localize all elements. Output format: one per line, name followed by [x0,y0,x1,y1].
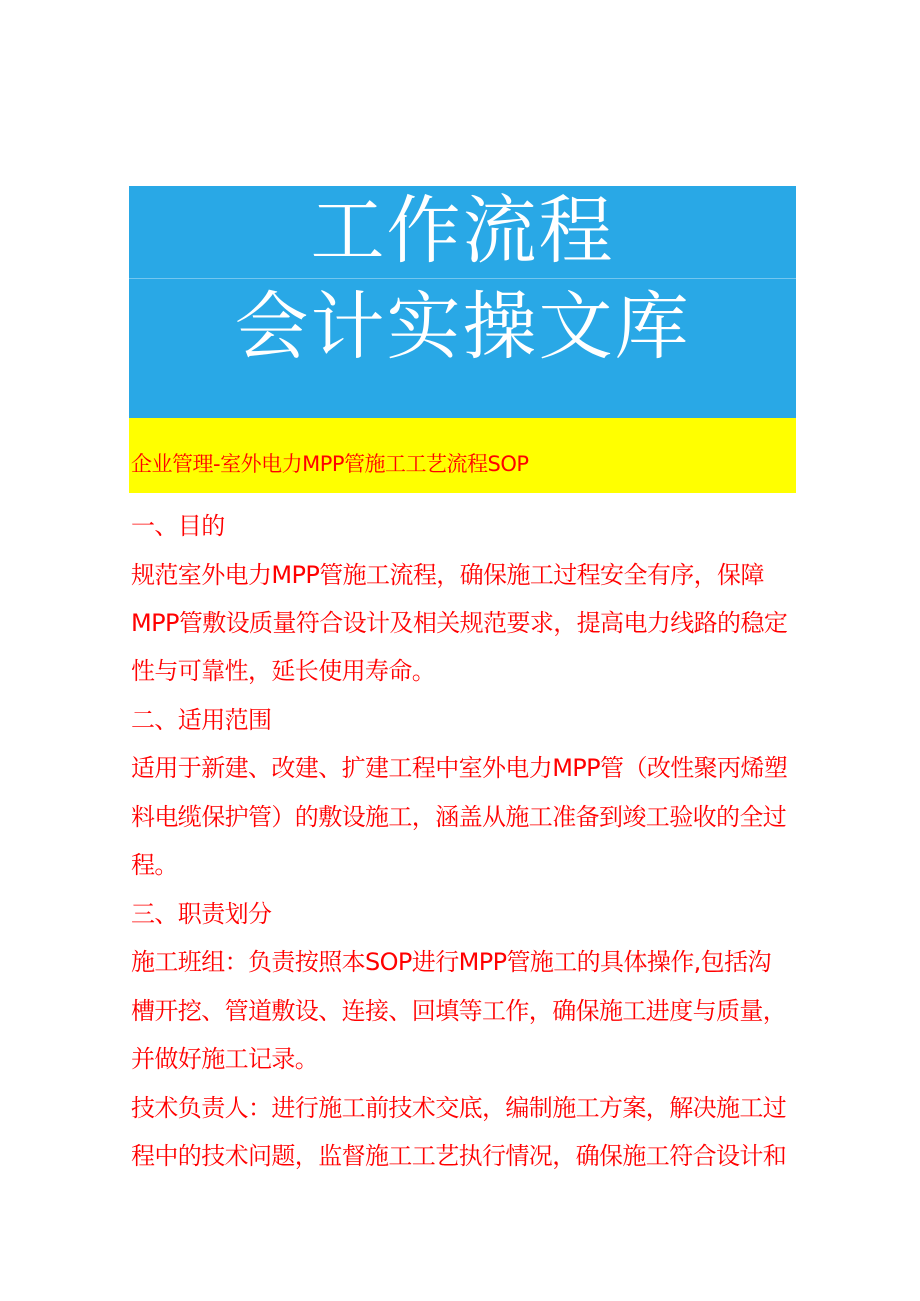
paragraph-line: 槽开挖、管道敷设、连接、回填等工作，确保施工进度与质量， [131,997,787,1025]
document-subtitle: 企业管理-室外电力MPP管施工工艺流程SOP [131,452,529,476]
paragraph-line: 适用于新建、改建、扩建工程中室外电力MPP管（改性聚丙烯塑 [131,754,788,782]
paragraph-line: 并做好施工记录。 [131,1045,319,1073]
section-heading-responsibilities: 三、职责划分 [131,900,272,928]
cover-title-line1: 工作流程 [310,188,615,274]
subtitle-band [129,418,796,493]
paragraph-line: 程。 [131,851,178,879]
paragraph-line: 性与可靠性，延长使用寿命。 [131,657,436,685]
paragraph-line: 料电缆保护管）的敷设施工，涵盖从施工准备到竣工验收的全过 [131,803,787,831]
cover-title-line2: 会计实操文库 [234,284,691,370]
paragraph-line: 技术负责人：进行施工前技术交底，编制施工方案，解决施工过 [131,1094,787,1122]
paragraph-line: 施工班组：负责按照本SOP进行MPP管施工的具体操作,包括沟 [131,948,771,976]
section-heading-scope: 二、适用范围 [131,706,272,734]
paragraph-line: 程中的技术问题，监督施工工艺执行情况，确保施工符合设计和 [131,1142,787,1170]
paragraph-line: MPP管敷设质量符合设计及相关规范要求，提高电力线路的稳定 [131,609,788,637]
section-heading-purpose: 一、目的 [131,512,225,540]
cover-divider [129,278,796,279]
paragraph-line: 规范室外电力MPP管施工流程，确保施工过程安全有序，保障 [131,561,764,589]
cover-banner [129,186,796,418]
